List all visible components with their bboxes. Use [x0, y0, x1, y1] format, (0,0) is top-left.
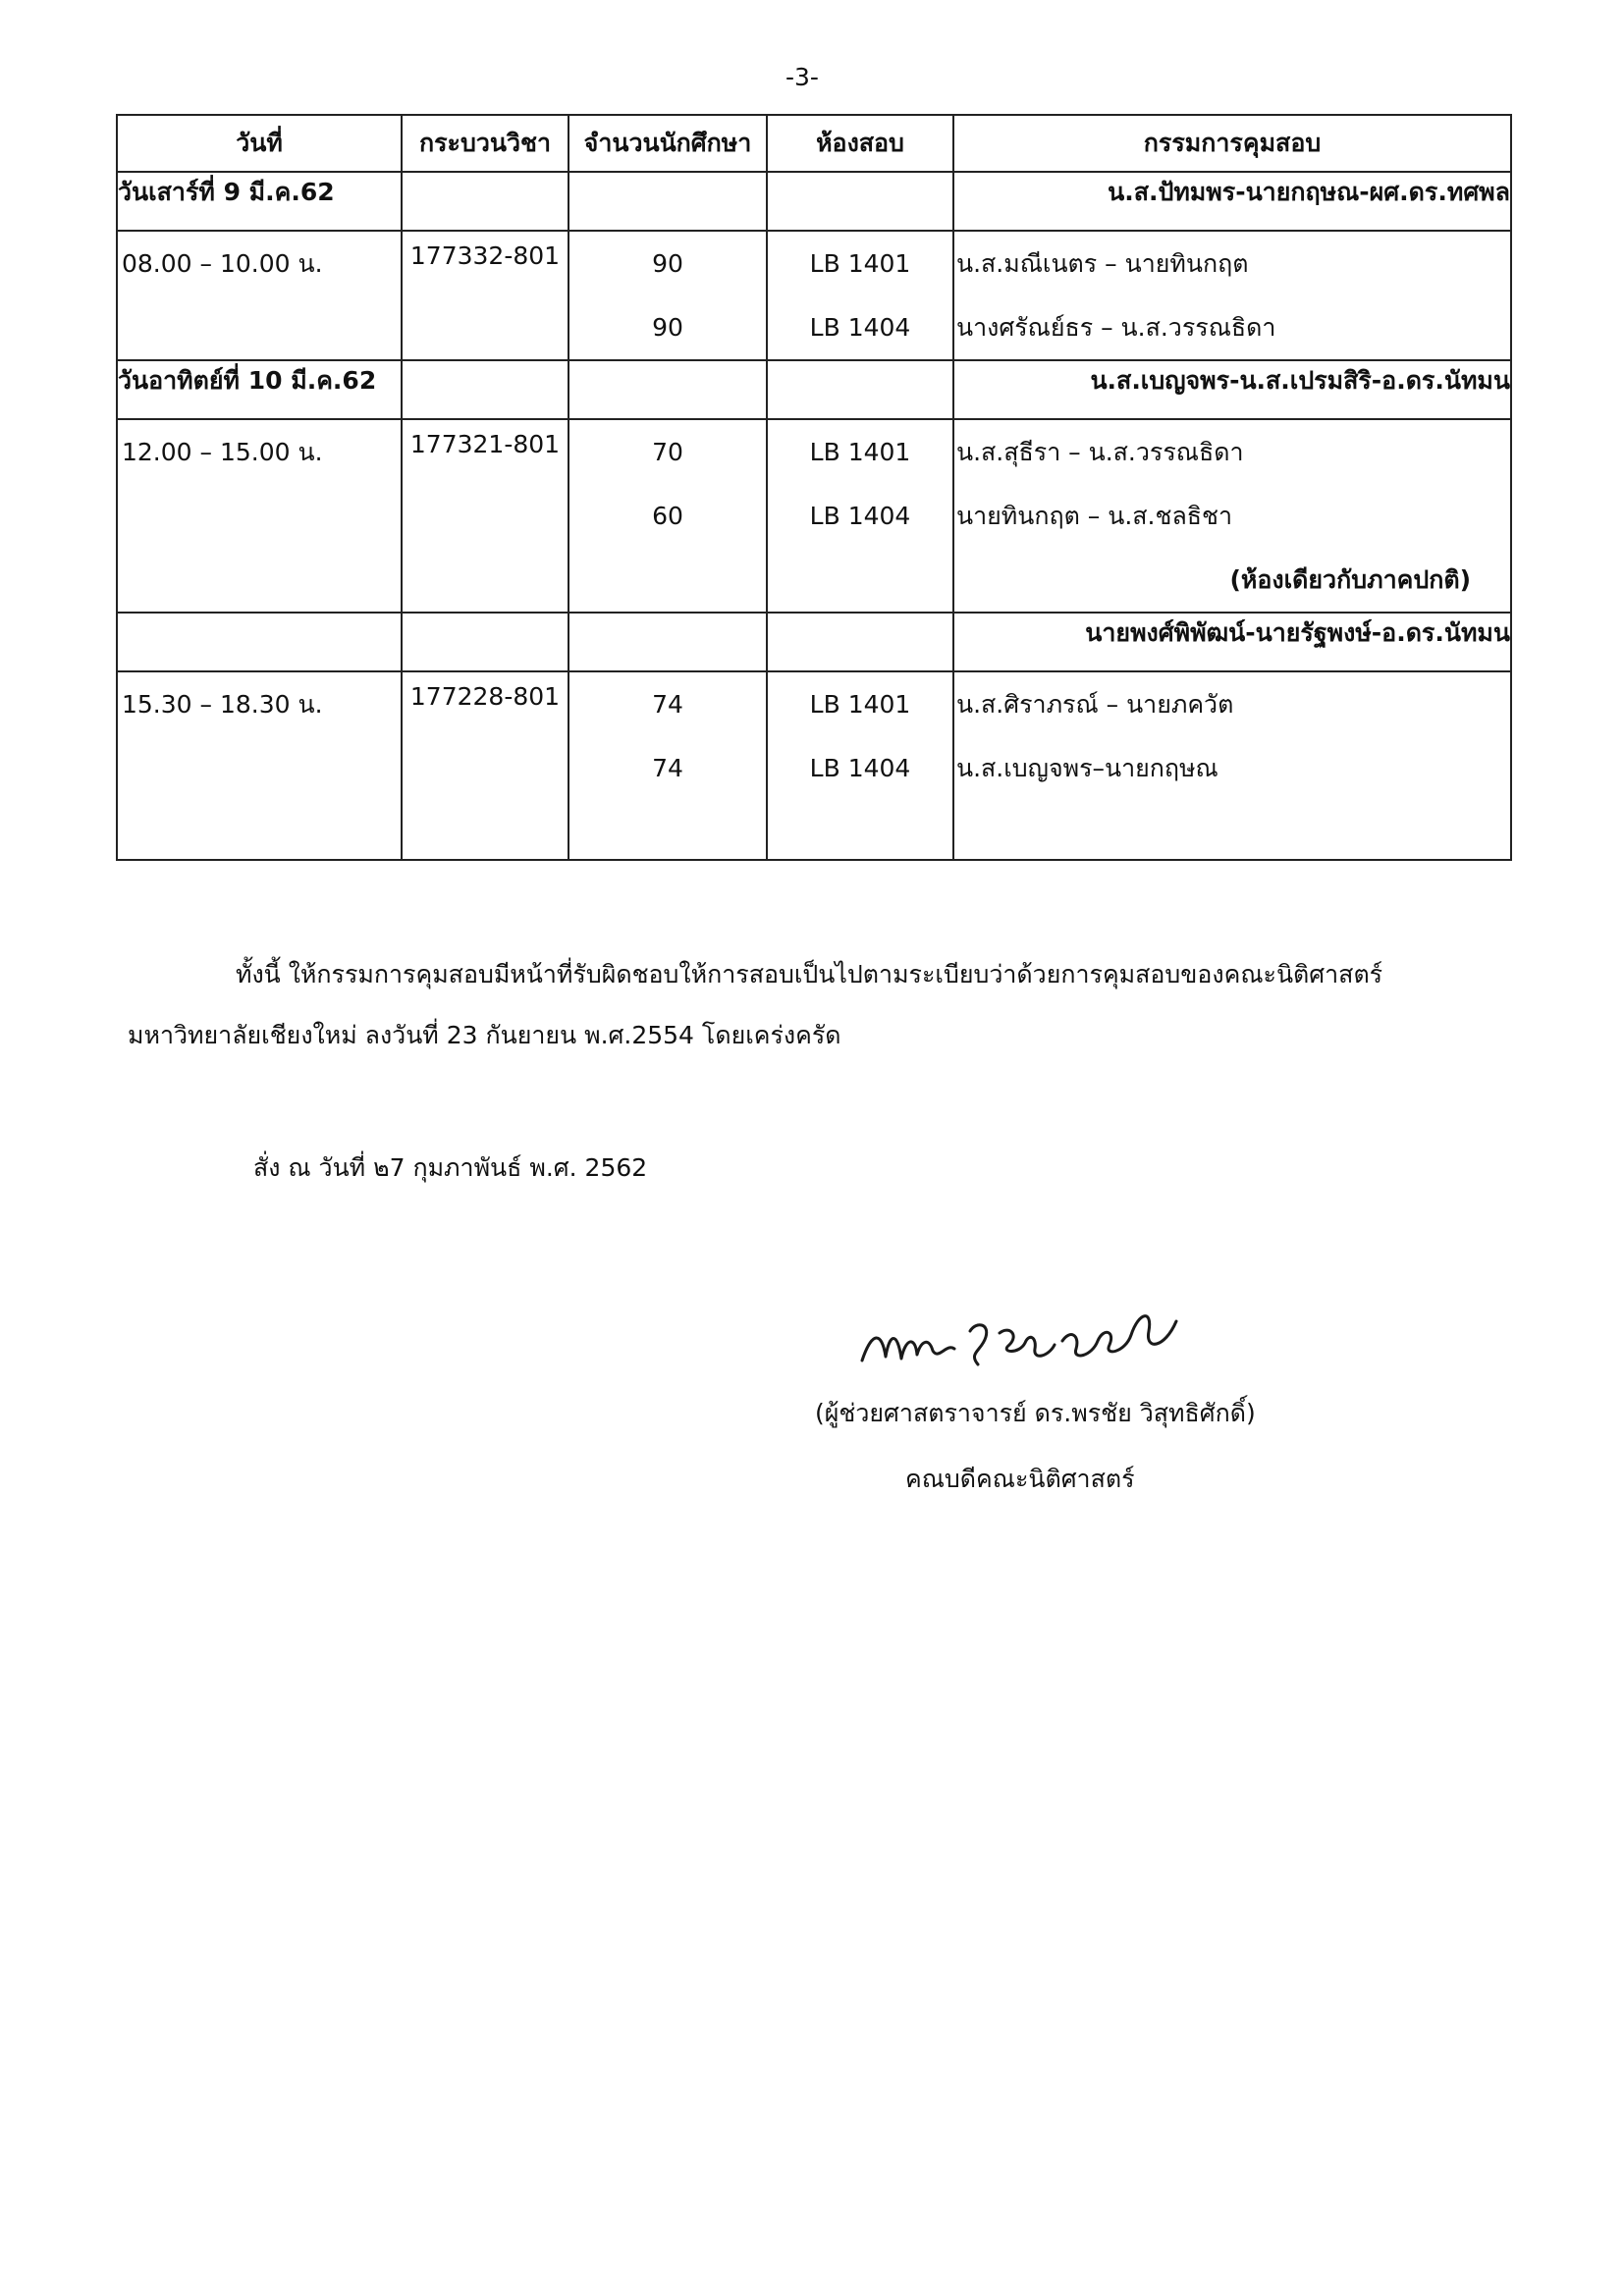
course-cell	[402, 419, 568, 613]
proctor-pair: นายทินกฤต – น.ส.ชลธิชา	[956, 502, 1233, 530]
header-date: วันที่	[117, 115, 402, 172]
order-date: สั่ง ณ วันที่ ๒7 กุมภาพันธ์ พ.ศ. 2562	[253, 1153, 648, 1182]
exam-time: 12.00 – 15.00 น.	[122, 438, 323, 466]
course-code: 177321-801	[409, 430, 561, 458]
day-row	[117, 613, 1511, 671]
exam-room: LB 1401	[809, 690, 911, 719]
time-cell	[117, 231, 402, 360]
header-room: ห้องสอบ	[767, 115, 953, 172]
header-course: กระบวนวิชา	[402, 115, 568, 172]
proctor-pair: น.ส.มณีเนตร – นายทินกฤต	[956, 249, 1249, 278]
empty-cell	[568, 172, 767, 231]
proctor-pair: นางศรัณย์ธร – น.ส.วรรณธิดา	[956, 313, 1276, 342]
empty-cell	[767, 172, 953, 231]
day-label: วันเสาร์ที่ 9 มี.ค.62	[117, 172, 402, 231]
room-cell	[767, 231, 953, 360]
students-cell	[568, 231, 767, 360]
empty-cell	[568, 613, 767, 671]
paragraph-line: ทั้งนี้ ให้กรรมการคุมสอบมีหน้าที่รับผิดชอบให้การสอบเป็นไปตามระเบียบว่าด้วยการคุมสอบของคณะนิติศาสตร์	[236, 960, 1383, 988]
time-cell	[117, 671, 402, 860]
course-code: 177332-801	[409, 241, 561, 270]
day-row	[117, 360, 1511, 419]
proctor-cell	[953, 231, 1511, 360]
empty-cell	[767, 613, 953, 671]
exam-room: LB 1404	[809, 313, 911, 342]
empty-cell	[402, 613, 568, 671]
room-note: (ห้องเดียวกับภาคปกติ)	[1229, 565, 1471, 594]
exam-slot-row	[117, 231, 1511, 360]
paragraph-line: มหาวิทยาลัยเชียงใหม่ ลงวันที่ 23 กันยายน พ.ศ.2554 โดยเคร่งครัด	[128, 1021, 841, 1049]
room-cell	[767, 671, 953, 860]
signer-name: (ผู้ช่วยศาสตราจารย์ ดร.พรชัย วิสุทธิศักดิ์)	[815, 1399, 1256, 1427]
empty-cell	[402, 360, 568, 419]
chief-proctors: น.ส.ปัทมพร-นายกฤษณ-ผศ.ดร.ทศพล	[953, 172, 1511, 231]
chief-proctors: นายพงศ์พิพัฒน์-นายรัฐพงษ์-อ.ดร.นัทมน	[953, 613, 1511, 671]
page-number: -3-	[785, 63, 819, 91]
exam-schedule-table	[116, 114, 1512, 861]
proctor-pair: น.ส.ศิราภรณ์ – นายภควัต	[956, 690, 1234, 719]
student-count: 60	[652, 502, 683, 530]
proctor-cell	[953, 419, 1511, 613]
exam-time: 08.00 – 10.00 น.	[122, 249, 323, 278]
exam-room: LB 1404	[809, 754, 911, 782]
students-cell	[568, 419, 767, 613]
course-code: 177228-801	[409, 682, 561, 711]
proctor-pair: น.ส.สุธีรา – น.ส.วรรณธิดา	[956, 438, 1244, 466]
course-cell	[402, 671, 568, 860]
proctor-pair: น.ส.เบญจพร–นายกฤษณ	[956, 754, 1218, 782]
day-row	[117, 172, 1511, 231]
exam-room: LB 1401	[809, 249, 911, 278]
time-cell	[117, 419, 402, 613]
empty-cell	[568, 360, 767, 419]
student-count: 74	[652, 690, 683, 719]
students-cell	[568, 671, 767, 860]
exam-slot-row	[117, 419, 1511, 613]
exam-slot-row	[117, 671, 1511, 860]
empty-cell	[402, 172, 568, 231]
chief-proctors: น.ส.เบญจพร-น.ส.เปรมสิริ-อ.ดร.นัทมน	[953, 360, 1511, 419]
signer-position: คณบดีคณะนิติศาสตร์	[905, 1465, 1135, 1493]
student-count: 90	[652, 249, 683, 278]
header-proctors: กรรมการคุมสอบ	[953, 115, 1511, 172]
course-cell	[402, 231, 568, 360]
header-students: จำนวนนักศึกษา	[568, 115, 767, 172]
exam-room: LB 1401	[809, 438, 911, 466]
table-header-row	[117, 115, 1511, 172]
proctor-cell	[953, 671, 1511, 860]
room-cell	[767, 419, 953, 613]
student-count: 74	[652, 754, 683, 782]
exam-time: 15.30 – 18.30 น.	[122, 690, 323, 719]
student-count: 70	[652, 438, 683, 466]
handwritten-signature	[852, 1292, 1235, 1390]
student-count: 90	[652, 313, 683, 342]
day-label: วันอาทิตย์ที่ 10 มี.ค.62	[117, 360, 402, 419]
instruction-paragraph	[128, 944, 1502, 1066]
exam-room: LB 1404	[809, 502, 911, 530]
day-label	[117, 613, 402, 671]
empty-cell	[767, 360, 953, 419]
